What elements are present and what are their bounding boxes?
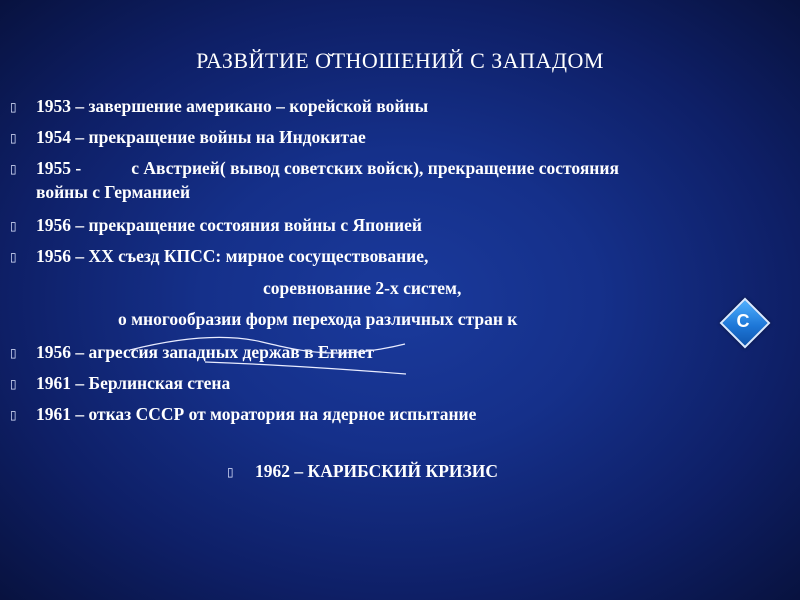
bullet-icon: ▯ <box>10 408 17 422</box>
nav-button[interactable] <box>720 298 766 344</box>
list-item-year: 1955 - <box>36 158 82 178</box>
list-item-subline: соревнование 2-х систем, <box>263 278 462 298</box>
list-item: 1953 – завершение американо – корейской войны <box>36 96 429 116</box>
list-item-subline: о многообразии форм перехода различных стран к <box>118 309 518 329</box>
list-item: 1961 – Берлинская стена <box>36 373 231 393</box>
list-item: 1956 – агрессия западных держав в Египет <box>36 342 375 362</box>
bullet-icon: ▯ <box>10 377 17 391</box>
bullet-icon: ▯ <box>10 162 17 176</box>
list-item-continuation: войны с Германией <box>36 182 191 202</box>
list-item: 1956 – прекращение состояния войны с Японией <box>36 215 422 235</box>
bullet-icon: ▯ <box>10 219 17 233</box>
list-item: 1961 – отказ СССР от моратория на ядерное испытание <box>36 404 477 424</box>
slide-title: РАЗВЙТИЕ О̆ТНОШЕНИЙ С ЗАПАДОМ <box>196 48 604 73</box>
list-item: 1962 – КАРИБСКИЙ КРИЗИС <box>255 461 498 481</box>
bullet-icon: ▯ <box>10 100 17 114</box>
bullet-icon: ▯ <box>10 131 17 145</box>
list-item: 1956 – ХХ съезд КПСС: мирное сосуществование, <box>36 246 429 266</box>
bullet-icon: ▯ <box>227 465 234 479</box>
bullet-icon: ▯ <box>10 346 17 360</box>
bullet-icon: ▯ <box>10 250 17 264</box>
list-item: 1954 – прекращение войны на Индокитае <box>36 127 366 147</box>
nav-button-label: С <box>736 311 750 331</box>
list-item-text: с Австрией( вывод советских войск), прекращение состояния <box>131 158 619 178</box>
